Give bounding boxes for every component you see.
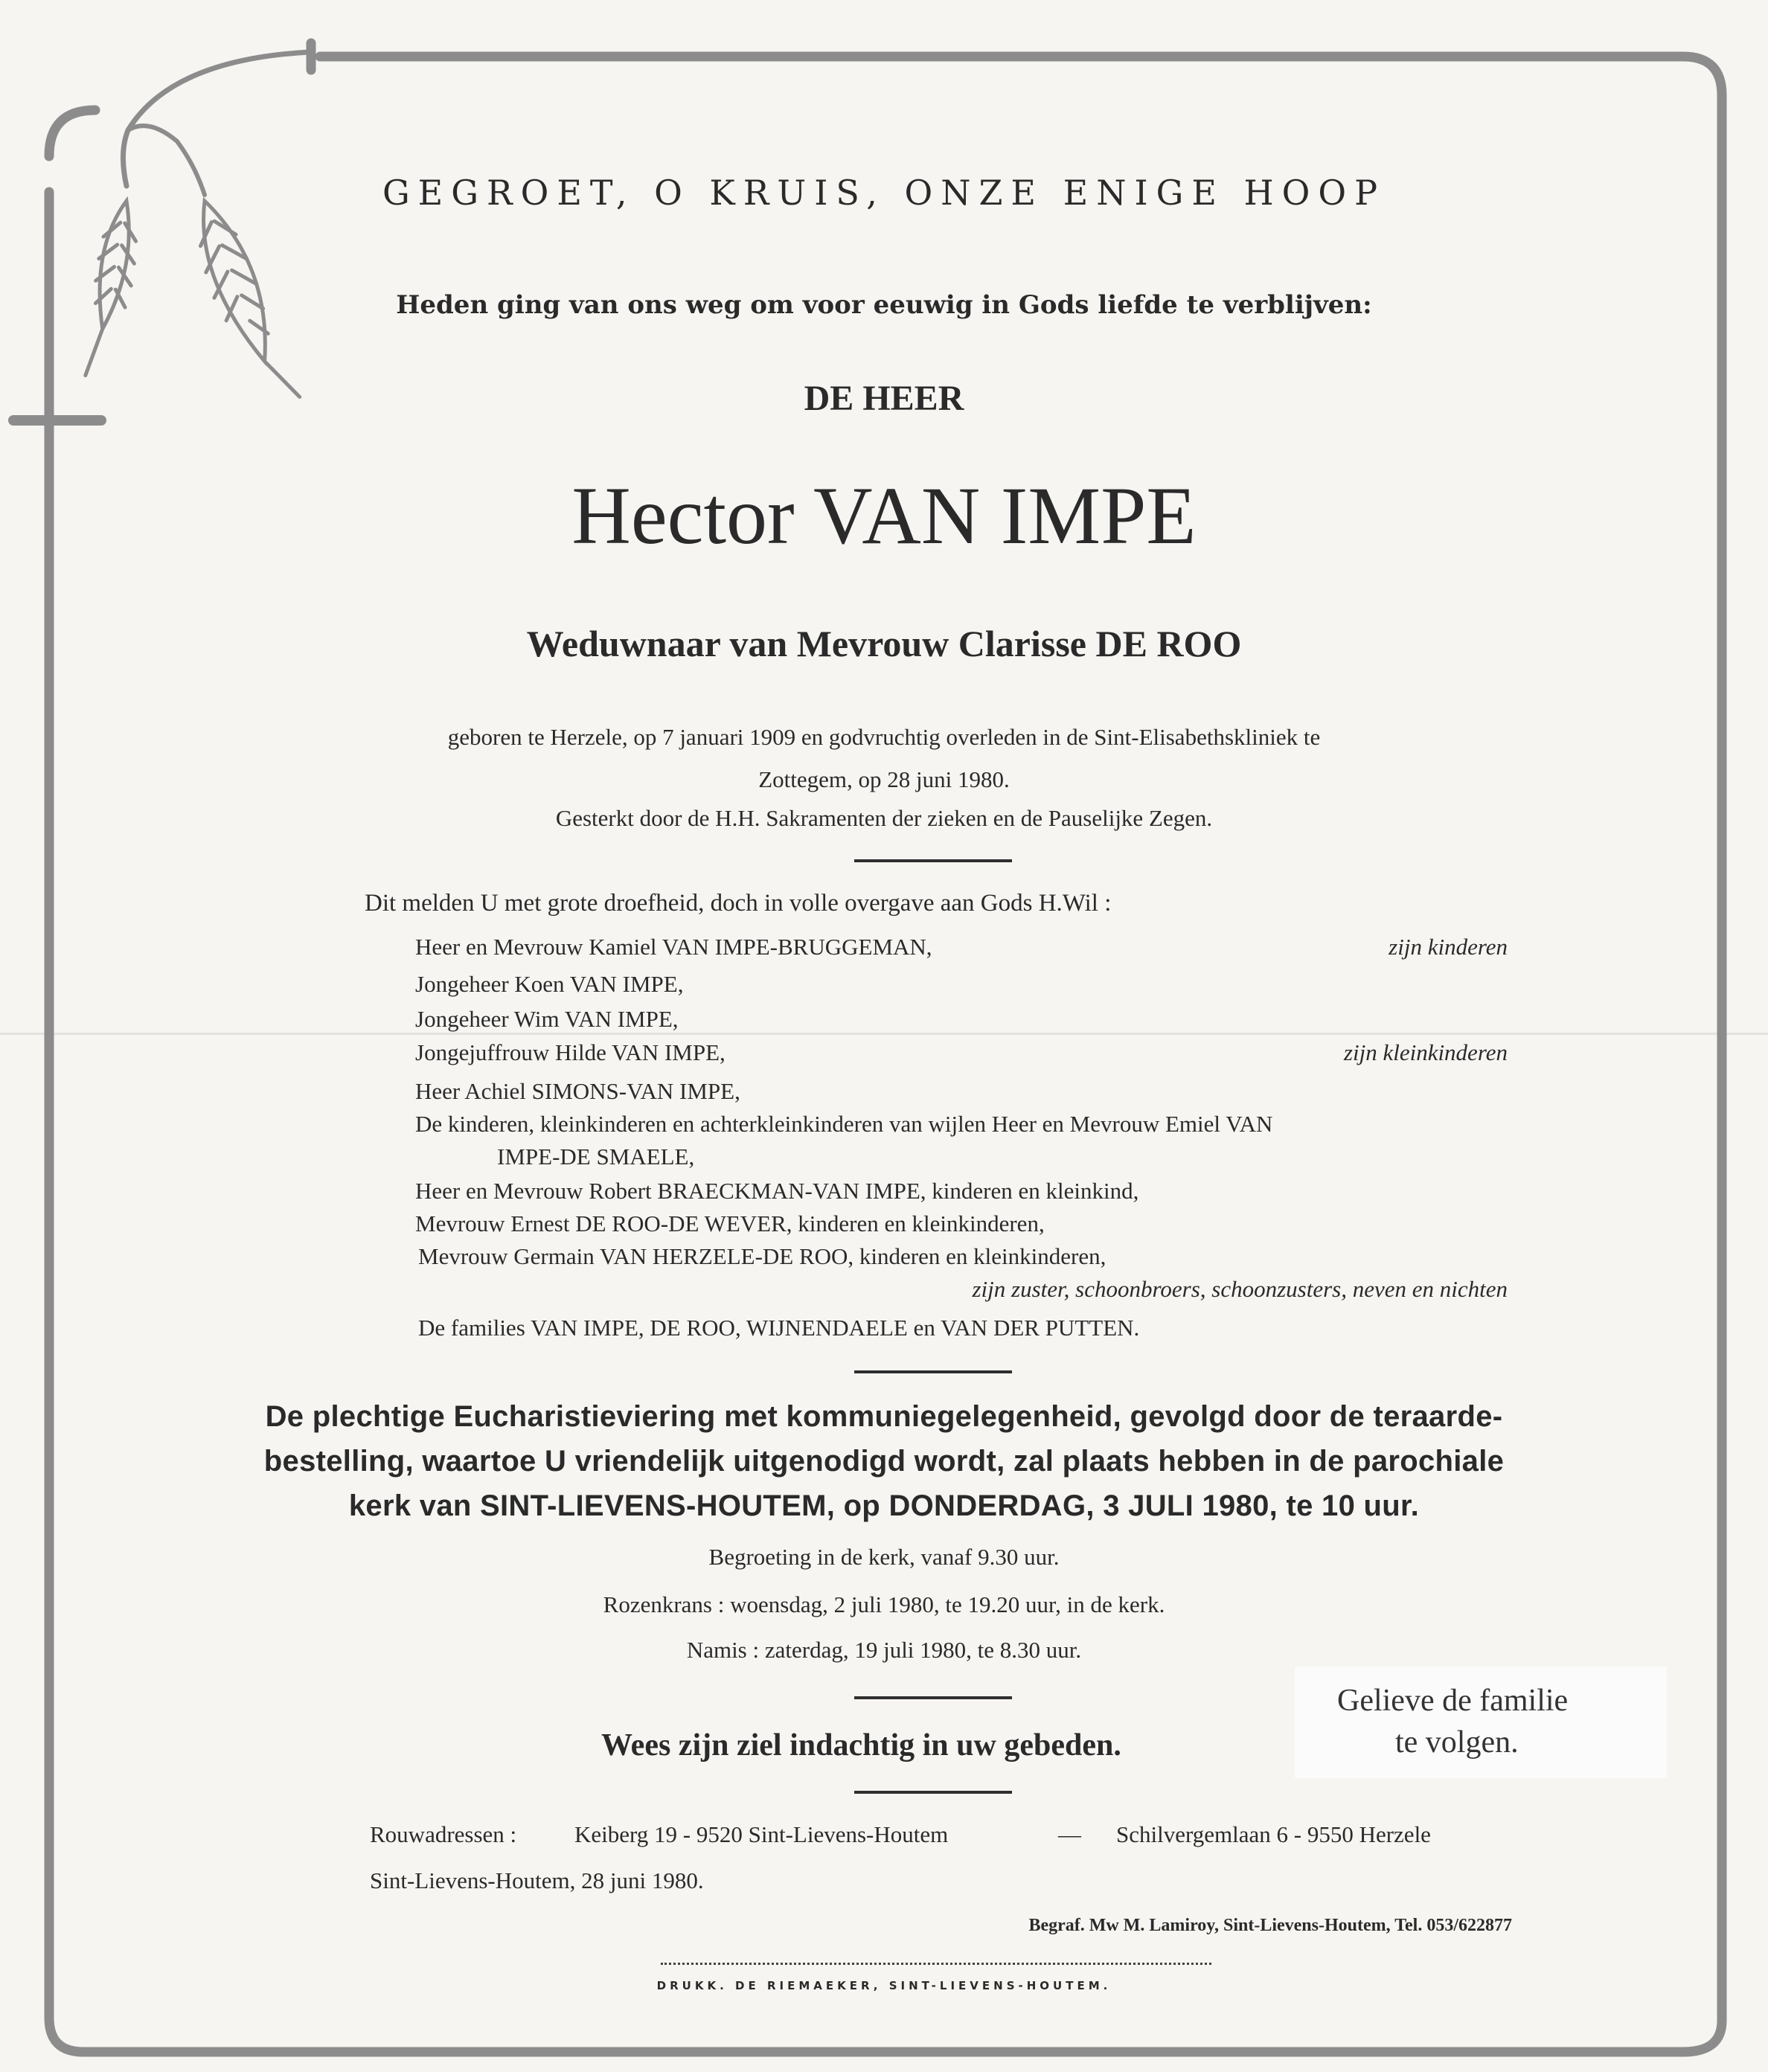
family-line: Heer en Mevrouw Kamiel VAN IMPE-BRUGGEMAN, — [415, 934, 932, 960]
handwritten-note-line-1: Gelieve de familie — [1337, 1684, 1569, 1718]
place-date: Sint-Lievens-Houtem, 28 juni 1980. — [370, 1867, 704, 1893]
family-line: Jongeheer Wim VAN IMPE, — [415, 1006, 679, 1032]
relation-children: zijn kinderen — [1389, 934, 1508, 960]
spouse-line: Weduwnaar van Mevrouw Clarisse DE ROO — [526, 623, 1242, 664]
announcement-text: Dit melden U met grote droefheid, doch in volle overgave aan Gods H.Wil : — [365, 890, 1112, 917]
divider-2 — [854, 1370, 1012, 1373]
birth-death-line-1: geboren te Herzele, op 7 januari 1909 en godvruchtig overleden in de Sint-Elisabethskliniek te — [447, 724, 1321, 750]
handwritten-note-line-2: te volgen. — [1395, 1725, 1519, 1760]
divider-3 — [854, 1696, 1012, 1699]
deceased-name: Hector VAN IMPE — [571, 470, 1197, 561]
greeting-time: Begroeting in de kerk, vanaf 9.30 uur. — [708, 1544, 1060, 1570]
family-line: De kinderen, kleinkinderen en achterkleinkinderen van wijlen Heer en Mevrouw Emiel VAN — [415, 1111, 1273, 1137]
address-1: Keiberg 19 - 9520 Sint-Lievens-Houtem — [574, 1821, 949, 1847]
family-line: De families VAN IMPE, DE ROO, WIJNENDAELE en VAN DER PUTTEN. — [418, 1315, 1140, 1341]
family-line: Heer Achiel SIMONS-VAN IMPE, — [415, 1078, 740, 1104]
family-line: IMPE-DE SMAELE, — [497, 1144, 695, 1170]
prayer-line: Wees zijn ziel indachtig in uw gebeden. — [601, 1728, 1121, 1763]
ceremony-line-2: bestelling, waartoe U vriendelijk uitgenodigd wordt, zal plaats hebben in de parochiale — [263, 1445, 1505, 1478]
addresses-label: Rouwadressen : — [370, 1821, 517, 1847]
relation-siblings: zijn zuster, schoonbroers, schoonzusters, neven en nichten — [972, 1276, 1508, 1302]
printer-dotted-rule — [661, 1963, 1211, 1965]
intro-text: Heden ging van ons weg om voor eeuwig in Gods liefde te verblijven: — [396, 290, 1372, 320]
sacraments-line: Gesterkt door de H.H. Sakramenten der zieken en de Pauselijke Zegen. — [555, 805, 1213, 831]
address-2: Schilvergemlaan 6 - 9550 Herzele — [1116, 1821, 1431, 1847]
ceremony-line-3: kerk van SINT-LIEVENS-HOUTEM, op DONDERDAG, 3 JULI 1980, te 10 uur. — [348, 1489, 1420, 1522]
ceremony-line-1: De plechtige Eucharistieviering met kommuniegelegenheid, gevolgd door de teraarde- — [265, 1400, 1503, 1433]
family-line: Mevrouw Ernest DE ROO-DE WEVER, kinderen en kleinkinderen, — [415, 1210, 1045, 1237]
family-line: Jongejuffrouw Hilde VAN IMPE, — [415, 1039, 726, 1065]
address-separator: — — [1058, 1821, 1081, 1847]
family-line: Heer en Mevrouw Robert BRAECKMAN-VAN IMPE, kinderen en kleinkind, — [415, 1178, 1139, 1204]
motto-heading: GEGROET, O KRUIS, ONZE ENIGE HOOP — [382, 173, 1386, 213]
divider-1 — [854, 859, 1012, 862]
divider-4 — [854, 1791, 1012, 1794]
wheat-icon — [83, 52, 310, 412]
family-line: Jongeheer Koen VAN IMPE, — [415, 971, 684, 997]
relation-grandchildren: zijn kleinkinderen — [1343, 1039, 1508, 1065]
rosary-time: Rozenkrans : woensdag, 2 juli 1980, te 19.20 uur, in de kerk. — [603, 1591, 1165, 1617]
month-mass-time: Namis : zaterdag, 19 juli 1980, te 8.30 uur. — [686, 1637, 1082, 1663]
undertaker-line: Begraf. Mw M. Lamiroy, Sint-Lievens-Houtem, Tel. 053/622877 — [1028, 1916, 1512, 1935]
birth-death-line-2: Zottegem, op 28 juni 1980. — [758, 766, 1010, 792]
printer-line: DRUKK. DE RIEMAEKER, SINT-LIEVENS-HOUTEM. — [656, 1979, 1112, 1992]
title-de-heer: DE HEER — [804, 379, 964, 418]
family-line: Mevrouw Germain VAN HERZELE-DE ROO, kinderen en kleinkinderen, — [418, 1243, 1106, 1269]
